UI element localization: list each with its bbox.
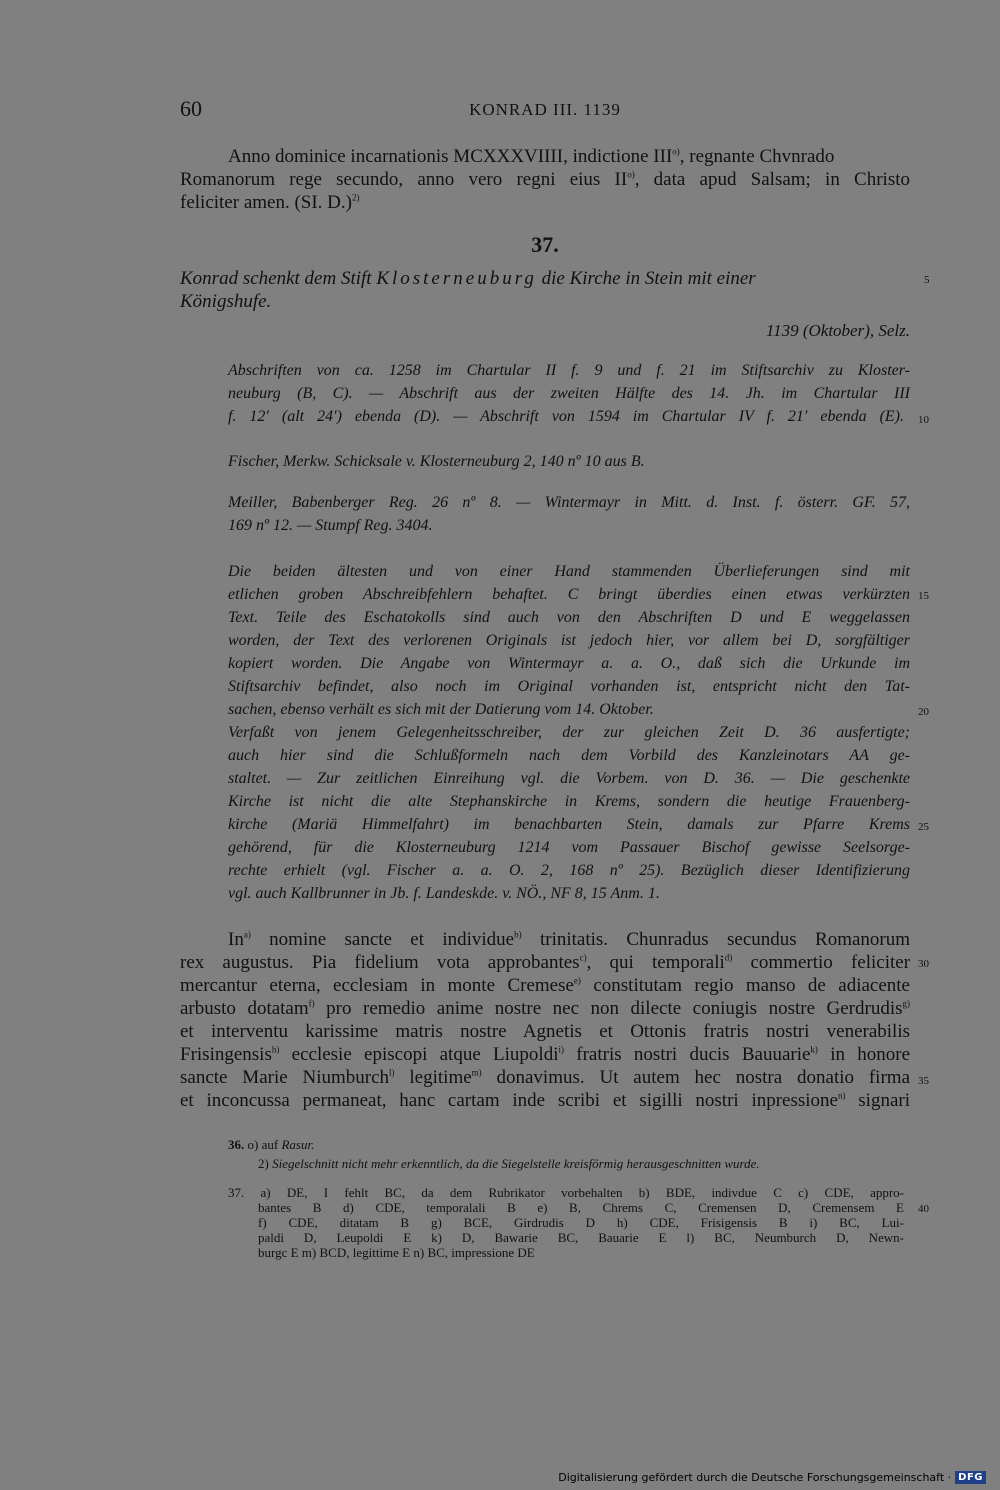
document-title-cont: Königshufe. (180, 291, 272, 312)
charter-text-line: arbusto dotatam$^{f)}$ pro remedio anime nostre nec non dilecte coniugis nostre Gerdrudis$^{g)}$ (180, 998, 910, 1019)
dateline: 1139 (Oktober), Selz. (765, 321, 910, 340)
document-number: 37. (531, 232, 559, 257)
tradition-line: Abschriften von ca. 1258 im Chartular II f. 9 und f. 21 im Stiftsarchiv zu Kloster- (228, 362, 910, 379)
commentary-line: Text. Teile des Eschatokolls sind auch von den Abschriften D und E weggelassen (228, 609, 910, 626)
commentary-line: sachen, ebenso verhält es sich mit der Datierung vom 14. Oktober. (228, 701, 654, 718)
funding-footer (558, 1471, 986, 1484)
commentary-line: kopiert worden. Die Angabe von Wintermayr a. a. O., daß sich die Urkunde im (228, 655, 910, 672)
charter-text-line: sancte Marie Niumburch$^{l)}$ legitime$^{m)}$ donavimus. Ut autem hec nostra donatio firma (180, 1067, 910, 1088)
tradition-line: f. 12′ (alt 24′) ebenda (D). — Abschrift von 1594 im Chartular IV f. 21′ ebenda (E). (228, 408, 904, 425)
dfg-logo: DFG (955, 1471, 986, 1484)
charter-text-line: et interventu karissime matris nostre Agnetis et Ottonis fratris nostri venerabilis (180, 1021, 910, 1042)
commentary-line: Verfaßt von jenem Gelegenheitsschreiber, der zur gleichen Zeit D. 36 ausfertigte; (228, 724, 910, 741)
regest-line: Meiller, Babenberger Reg. 26 nº 8. — Wintermayr in Mitt. d. Inst. f. österr. GF. 57, (228, 494, 910, 511)
commentary-line: Die beiden ältesten und von einer Hand stammenden Überlieferungen sind mit (228, 563, 910, 580)
commentary-line: kirche (Mariä Himmelfahrt) im benachbarten Stein, damals zur Pfarre Krems (228, 816, 910, 833)
commentary-line: vgl. auch Kallbrunner in Jb. f. Landeskde. v. NÖ., NF 8, 15 Anm. 1. (228, 885, 660, 902)
charter-text-line: Frisingensis$^{h)}$ ecclesie episcopi atque Liupoldi$^{i)}$ fratris nostri ducis Bauuarie$^{k)}$ in honore (180, 1044, 911, 1065)
line-number: 5 (924, 274, 930, 286)
line-number: 20 (918, 706, 929, 718)
commentary-line: gehörend, für die Klosterneuburg 1214 vom Passauer Bischof gewisse Seelsorge- (228, 839, 910, 856)
previous-text-line: Romanorum rege secundo, anno vero regni eius II$^{o)}$, data apud Salsam; in Christo (180, 169, 910, 190)
footnote-37-line: burgc E m) BCD, legittime E n) BC, impressione DE (258, 1245, 535, 1260)
footnote-36-2: 2) Siegelschnitt nicht mehr erkenntlich, da die Siegelstelle kreisförmig herausgeschnitten wurde. (258, 1156, 760, 1171)
line-number: 40 (918, 1203, 929, 1215)
footnote-37-line: paldi D, Leupoldi E k) D, Bawarie BC, Bauarie E l) BC, Neumburch D, Newn- (258, 1230, 904, 1245)
commentary-line: auch hier sind die Schlußformeln nach dem Vorbild des Kanzleinotars AA ge- (228, 747, 910, 764)
commentary-line: etlichen groben Abschreibfehlern behaftet. C bringt überdies einen etwas verkürzten (228, 586, 910, 603)
page-number: 60 (180, 96, 202, 121)
line-number: 30 (918, 958, 929, 970)
charter-text-line: et inconcussa permaneat, hanc cartam inde scribi et sigilli nostri inpressione$^{n)}$ signari (180, 1090, 910, 1111)
commentary-line: Stiftsarchiv befindet, also noch im Original vorhanden ist, entspricht nicht den Tat- (228, 678, 910, 695)
page-header (180, 96, 910, 126)
commentary-line: rechte erhielt (vgl. Fischer a. a. O. 2, 168 nº 25). Bezüglich dieser Identifizierung (228, 862, 910, 879)
line-number: 10 (918, 414, 929, 426)
commentary-line: worden, der Text des verlorenen Originals ist jedoch hier, vor allem bei D, sorgfältiger (228, 632, 910, 649)
edition-line: Fischer, Merkw. Schicksale v. Klosterneuburg 2, 140 nº 10 aus B. (228, 453, 645, 470)
line-number: 35 (918, 1075, 929, 1087)
running-head: KONRAD III. 1139 (469, 100, 621, 119)
commentary-line: staltet. — Zur zeitlichen Einreihung vgl. die Vorbem. von D. 36. — Die geschenkte (228, 770, 910, 787)
line-number: 25 (918, 821, 929, 833)
document-title: Konrad schenkt dem Stift Klosterneuburg die Kirche in Stein mit einer (180, 268, 756, 289)
footnote-37-line: 37. a) DE, I fehlt BC, da dem Rubrikator vorbehalten b) BDE, indivdue C c) CDE, appro- (228, 1185, 904, 1200)
commentary-line: Kirche ist nicht die alte Stephanskirche in Krems, sondern die heutige Frauenberg- (228, 793, 910, 810)
regest-line: 169 nº 12. — Stumpf Reg. 3404. (228, 517, 433, 534)
line-number: 15 (918, 590, 929, 602)
charter-text-line: mercantur eterna, ecclesiam in monte Cremese$^{e)}$ constitutam regio manso de adiacente (180, 975, 910, 996)
previous-text-line: Anno dominice incarnationis MCXXXVIIII, indictione III$^{o)}$, regnante Chvnrado (228, 146, 835, 167)
tradition-line: neuburg (B, C). — Abschrift aus der zweiten Hälfte des 14. Jh. im Chartular III (228, 385, 910, 402)
previous-text-line: feliciter amen. (SI. D.)$^{2)}$ (180, 192, 360, 213)
footer-text: Digitalisierung gefördert durch die Deutsche Forschungsgemeinschaft · (558, 1471, 952, 1484)
charter-text-line: rex augustus. Pia fidelium vota approbantes$^{c)}$, qui temporali$^{d)}$ commertio feliciter (180, 952, 911, 973)
footnote-36-o: 36. o) auf Rasur. (228, 1137, 315, 1152)
charter-text-line: In$^{a)}$ nomine sancte et individue$^{b)}$ trinitatis. Chunradus secundus Romanorum (228, 929, 911, 950)
footnote-37-line: bantes B d) CDE, temporalali B e) B, Chrems C, Cremensen D, Cremensem E (258, 1200, 904, 1215)
footnote-37-line: f) CDE, ditatam B g) BCE, Girdrudis D h) CDE, Frisigensis B i) BC, Lui- (258, 1215, 904, 1230)
